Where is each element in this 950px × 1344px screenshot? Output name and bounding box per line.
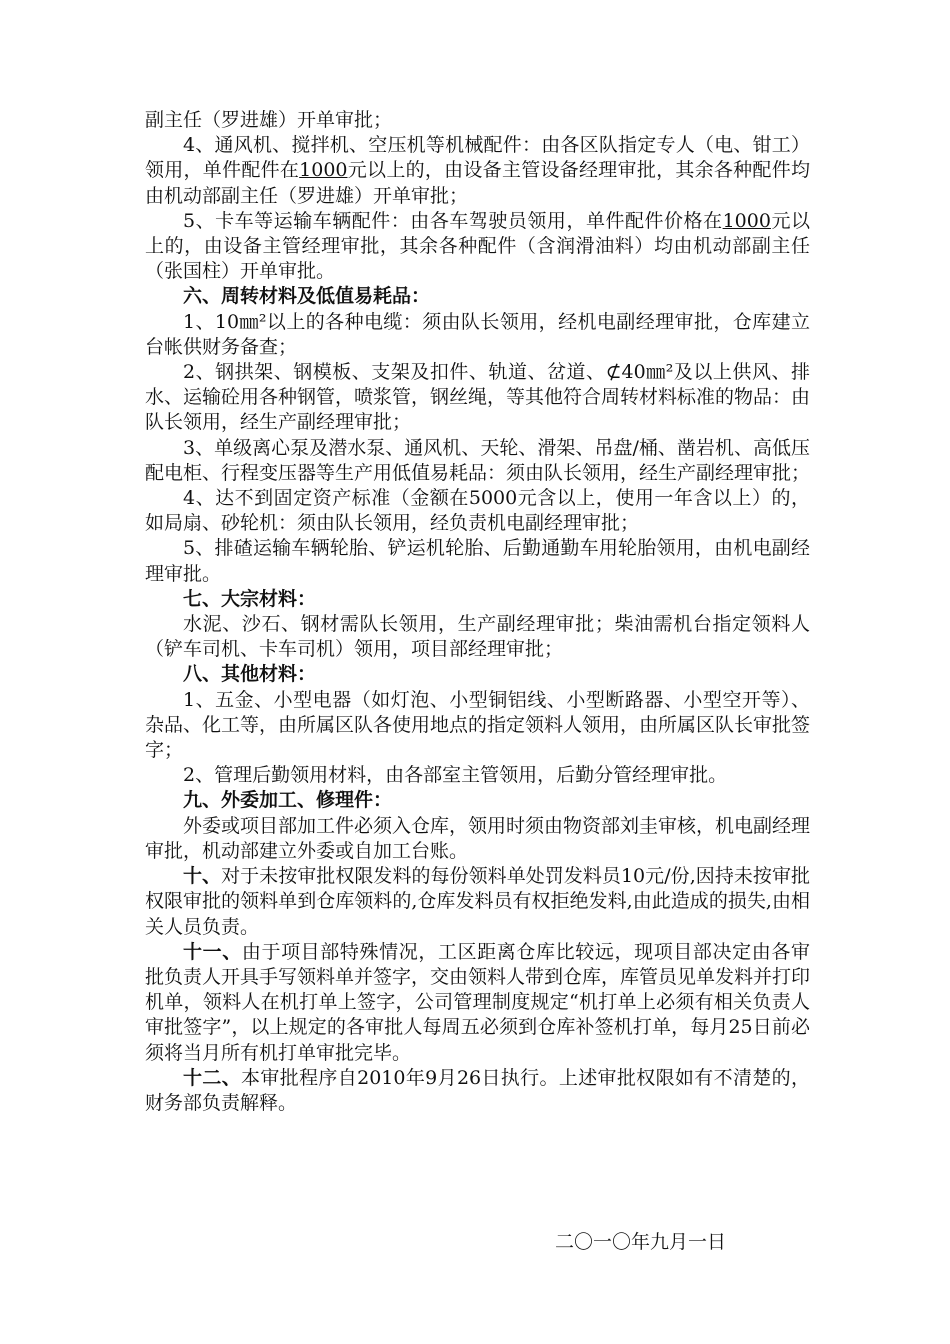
paragraph-steel-materials: 2、钢拱架、钢模板、支架及扣件、轨道、岔道、⊄40㎜²及以上供风、排水、运输砼用各种钢管，喷浆管，钢丝绳，等其他符合周转材料标准的物品：由队长领用，经生产副经理审批； — [145, 361, 811, 434]
paragraph-cables: 1、10㎜²以上的各种电缆：须由队长领用，经机电副经理审批，仓库建立台帐供财务备查； — [145, 310, 810, 358]
paragraph-text: 4、通风机、搅拌机、空压机等机械配件：由各区队指定专人（电、钳工）领用，单件配件在 — [145, 134, 810, 182]
section-lead: 十一、 — [183, 940, 242, 963]
section-heading-8: 八、其他材料： — [183, 663, 317, 686]
section-heading-6: 六、周转材料及低值易耗品： — [183, 285, 431, 308]
amount-underlined: 1000 — [722, 209, 771, 232]
paragraph-bulk-materials: 水泥、沙石、钢材需队长领用，生产副经理审批；柴油需机台指定领料人（铲车司机、卡车司机）领用，项目部经理审批； — [145, 613, 810, 661]
paragraph-approval-deputy-director: 副主任（罗进雄）开单审批； — [145, 109, 393, 131]
document-date: 二〇一〇年九月一日 — [555, 1231, 727, 1253]
paragraph-consumables: 3、单级离心泵及潜水泵、通风机、天轮、滑架、吊盘/桶、凿岩机、高低压配电柜、行程变压器等生产用低值易耗品：须由队长领用，经生产副经理审批； — [145, 436, 811, 484]
section-heading-9: 九、外委加工、修理件： — [183, 789, 393, 812]
section-11 — [145, 940, 810, 1066]
paragraph-machinery-parts — [145, 133, 810, 209]
section-heading-7: 七、大宗材料： — [183, 587, 317, 610]
paragraph-text: 元以上的，由设备主管设备经理审批，其余各种配件均由机动部副主任（罗进雄）开单审批； — [145, 159, 810, 207]
document-body — [145, 108, 810, 1116]
section-lead: 十二、 — [183, 1066, 242, 1089]
paragraph-vehicle-parts — [145, 209, 810, 285]
section-12 — [145, 1066, 810, 1116]
paragraph-text: 对于未按审批权限发料的每份领料单处罚发料员10元/份,因持未按审批权限审批的领料单到仓库领料的,仓库发料员有权拒绝发料,由此造成的损失,由相关人员负责。 — [145, 865, 810, 938]
paragraph-tires: 5、排碴运输车辆轮胎、铲运机轮胎、后勤通勤车用轮胎领用，由机电副经理审批。 — [145, 537, 810, 585]
section-10 — [145, 864, 810, 940]
paragraph-outsourced: 外委或项目部加工件必须入仓库，领用时须由物资部刘圭审核，机电副经理审批，机动部建立外委或自加工台账。 — [145, 814, 811, 862]
paragraph-fixed-assets: 4、达不到固定资产标准（金额在5000元含以上，使用一年含以上）的，如局扇、砂轮机：须由队长领用，经负责机电副经理审批； — [145, 487, 810, 535]
paragraph-hardware: 1、五金、小型电器（如灯泡、小型铜铝线、小型断路器、小型空开等）、杂品、化工等，由所属区队各使用地点的指定领料人领用，由所属区队长审批签字； — [145, 688, 811, 762]
amount-underlined: 1000 — [299, 159, 348, 182]
paragraph-text: 5、卡车等运输车辆配件：由各车驾驶员领用，单件配件价格在 — [183, 209, 723, 232]
paragraph-text: 由于项目部特殊情况，工区距离仓库比较远，现项目部决定由各审批负责人开具手写领料单并签字，交由领料人带到仓库，库管员见单发料并打印机单，领料人在机打单上签字，公司管理制度规定“机打单上必须有相关负责人审批签字”，以上规定的各审批人每周五必须到仓库补签机打单，每月25日前必须将当月所有机打单审批完毕。 — [145, 940, 811, 1064]
paragraph-logistics: 2、管理后勤领用材料，由各部室主管领用，后勤分管经理审批。 — [183, 764, 728, 787]
section-lead: 十、 — [183, 865, 222, 888]
paragraph-text: 元以上的，由设备主管经理审批，其余各种配件（含润滑油料）均由机动部副主任（张国柱）开单审批。 — [145, 209, 810, 283]
paragraph-text: 本审批程序自2010年9月26日执行。上述审批权限如有不清楚的，财务部负责解释。 — [145, 1066, 810, 1114]
